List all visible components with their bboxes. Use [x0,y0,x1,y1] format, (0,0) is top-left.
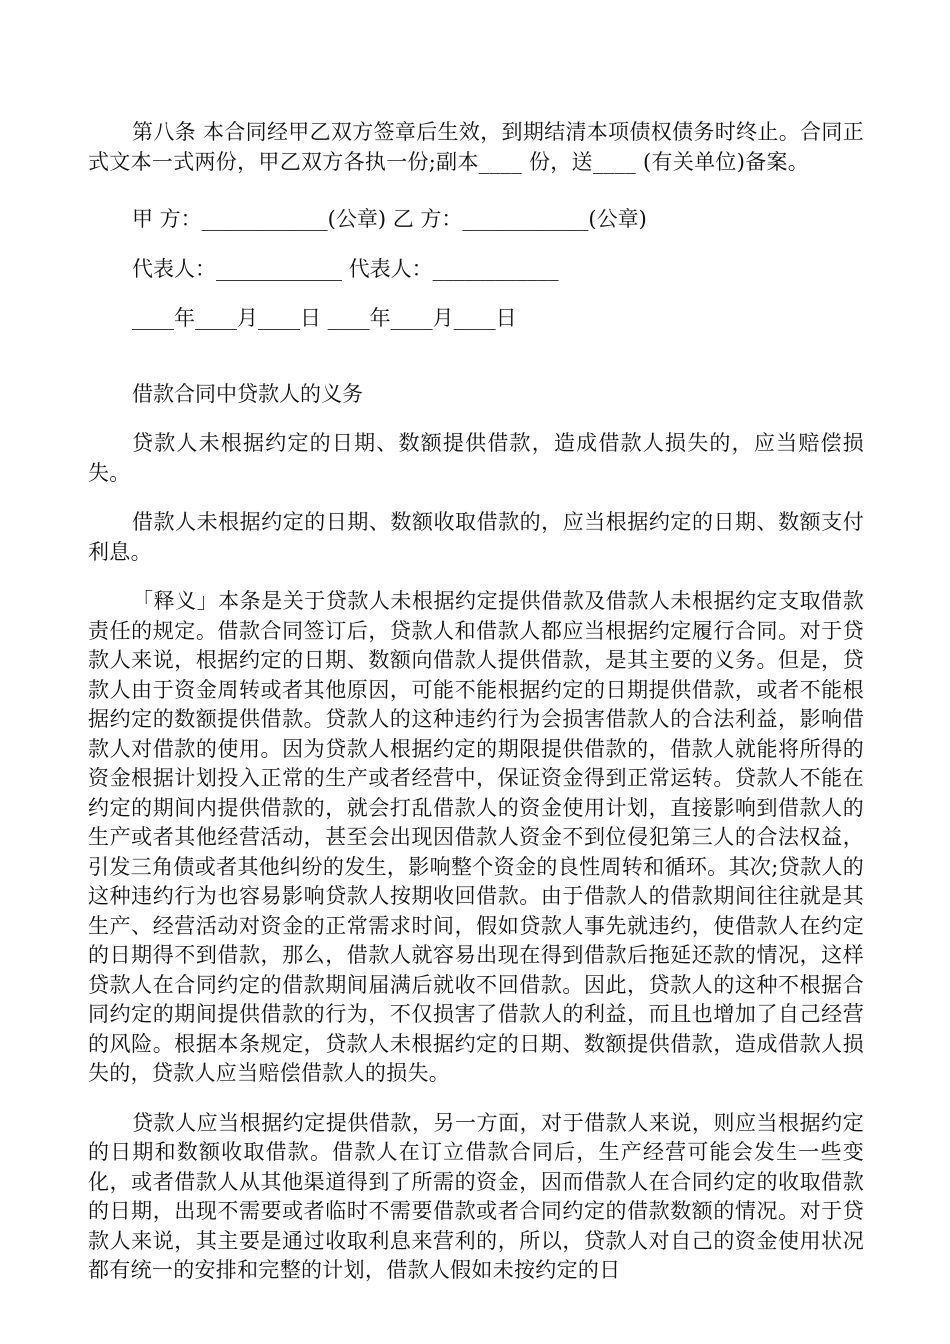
parties-signature-line: 甲 方：____________(公章) 乙 方：____________(公章) [132,207,647,231]
representatives-signature-line: 代表人：____________ 代表人：____________ [132,256,559,281]
body-paragraph-4: 贷款人应当根据约定提供借款，另一方面，对于借款人来说，则应当根据约定的日期和数额收取借款。借款人在订立借款合同后，生产经营可能会发生一些变化，或者借款人从其他渠道得到了所需的资金，因而借款人在合同约定的收取借款的日期，出现不需要或者临时不需要借款或者合同约定的借款数额的情况。对于贷款人来说，其主要是通过收取利息来营利的，所以，贷款人对自己的资金使用状况都有统一的安排和完整的计划，借款人假如未按约定的日 [88,1110,864,1282]
date-signature-line: ____年____月____日 ____年____月____日 [132,306,517,330]
section-title: 借款合同中贷款人的义务 [132,381,363,406]
body-paragraph-2: 借款人未根据约定的日期、数额收取借款的，应当根据约定的日期、数额支付利息。 [88,510,864,564]
document-page [88,118,864,1286]
interpretation-paragraph: 「释义」本条是关于贷款人未根据约定提供借款及借款人未根据约定支取借款责任的规定。借款合同签订后，贷款人和借款人都应当根据约定履行合同。对于贷款人来说，根据约定的日期、数额向借款人提供借款，是其主要的义务。但是，贷款人由于资金周转或者其他原因，可能不能根据约定的日期提供借款，或者不能根据约定的数额提供借款。贷款人的这种违约行为会损害借款人的合法利益，影响借款人对借款的使用。因为贷款人根据约定的期限提供借款的，借款人就能将所得的资金根据计划投入正常的生产或者经营中，保证资金得到正常运转。贷款人不能在约定的期间内提供借款的，就会打乱借款人的资金使用计划，直接影响到借款人的生产或者其他经营活动，甚至会出现因借款人资金不到位侵犯第三人的合法权益，引发三角债或者其他纠纷的发生，影响整个资金的良性周转和循环。其次;贷款人的这种违约行为也容易影响贷款人按期收回借款。由于借款人的借款期间往往就是其生产、经营活动对资金的正常需求时间，假如贷款人事先就违约，使借款人在约定的日期得不到借款，那么，借款人就容易出现在得到借款后拖延还款的情况，这样贷款人在合同约定的借款期间届满后就收不回借款。因此，贷款人的这种不根据合同约定的期间提供借款的行为，不仅损害了借款人的利益，而且也增加了自己经营的风险。根据本条规定，贷款人未根据约定的日期、数额提供借款，造成借款人损失的，贷款人应当赔偿借款人的损失。 [88,589,864,1085]
body-paragraph-1: 贷款人未根据约定的日期、数额提供借款，造成借款人损失的，应当赔偿损失。 [88,431,864,485]
article-8-paragraph: 第八条 本合同经甲乙双方签章后生效，到期结清本项债权债务时终止。合同正式文本一式两份，甲乙双方各执一份;副本____ 份，送____ (有关单位)备案。 [88,120,864,174]
